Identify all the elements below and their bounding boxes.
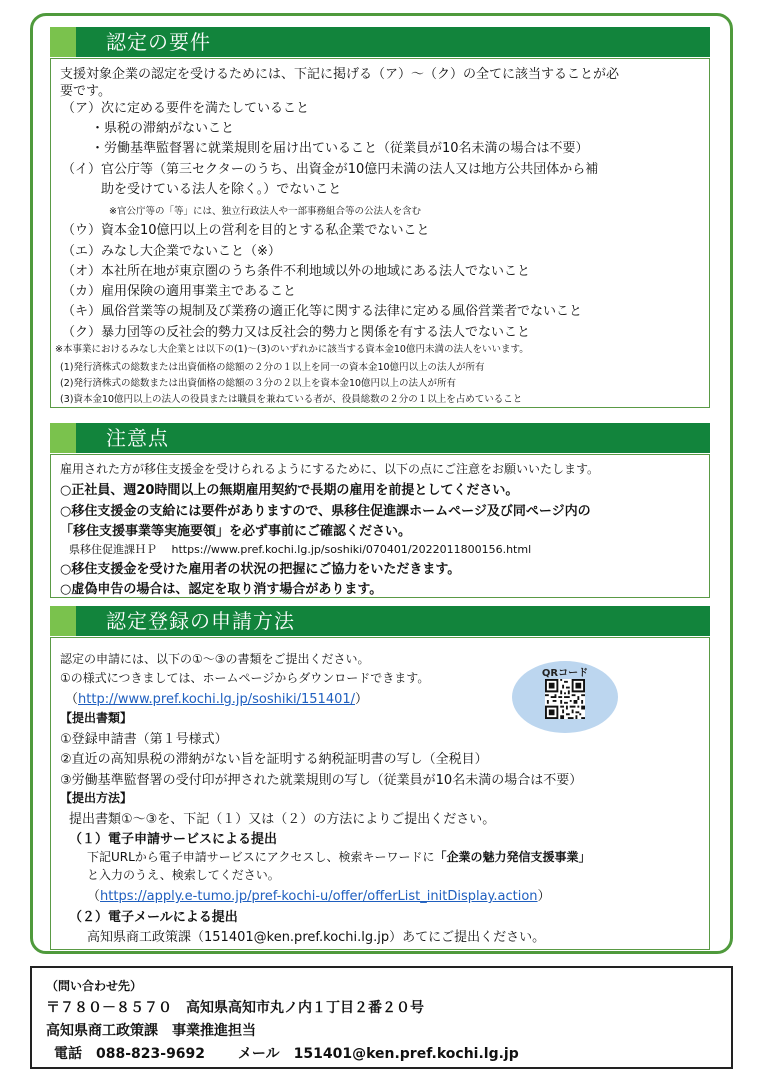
- req-i-cont: 助を受けている法人を除く。）でないこと: [101, 182, 342, 197]
- method-1-text: [87, 848, 590, 865]
- eapply-link[interactable]: https://apply.e-tumo.jp/pref-kochi-u/offer/offerList_initDisplay.action: [100, 889, 538, 904]
- method-1-text-cont: と入力のうえ、検索してください。: [87, 868, 280, 882]
- req-i-note: ※官公庁等の「等」には、独立行政法人や一部事務組合等の公法人を含む: [109, 206, 421, 217]
- note-false-report: ○虚偽申告の場合は、認定を取り消す場合があります。: [60, 582, 383, 597]
- contact-phone-mail: 電話 088-823-9692 メール 151401@ken.pref.kochi.lg.jp: [54, 1046, 519, 1062]
- form-url-line: [65, 688, 368, 707]
- minashi-note: ※本事業におけるみなし大企業とは以下の(1)～(3)のいずれかに該当する資本金10億円未満の法人をいいます。: [55, 344, 529, 355]
- req-a-sub1: ・県税の滞納がないこと: [91, 121, 235, 136]
- method-2-heading: （２）電子メールによる提出: [69, 910, 238, 925]
- contact-address: 〒７８０－８５７０ 高知県高知市丸ノ内１丁目２番２０号: [46, 1000, 424, 1016]
- minashi-3: (3)資本金10億円以上の法人の役員または職員を兼ねている者が、役員総数の２分の１以上を占めていること: [60, 394, 523, 405]
- req-o: （オ）本社所在地が東京圏のうち条件不利地域以外の地域にある法人でないこと: [62, 264, 531, 279]
- qr-label: QRコード: [541, 668, 589, 679]
- notes-title: 注意点: [106, 426, 169, 450]
- method-heading: 【提出方法】: [60, 791, 133, 805]
- paren-open: （: [87, 889, 101, 904]
- requirements-box: [50, 58, 710, 408]
- requirements-title: 認定の要件: [106, 30, 211, 54]
- contact-department: 高知県商工政策課 事業推進担当: [46, 1023, 256, 1039]
- header-accent-tab: [50, 606, 76, 636]
- requirements-header: [50, 27, 710, 57]
- header-accent-tab: [50, 423, 76, 453]
- minashi-1: (1)発行済株式の総数または出資価格の総額の２分の１以上を同一の資本金10億円以上の法人が所有: [60, 362, 485, 373]
- documents-heading: 【提出書類】: [60, 711, 133, 725]
- note-employment: ○正社員、週20時間以上の無期雇用契約で長期の雇用を前提としてください。: [60, 483, 519, 498]
- minashi-2: (2)発行済株式の総数または出資価格の総額の３分の２以上を資本金10億円以上の法人が所有: [60, 378, 457, 389]
- requirements-intro: 支援対象企業の認定を受けるためには、下記に掲げる（ア）～（ク）の全てに該当することが必: [60, 67, 620, 82]
- document-3: ③労働基準監督署の受付印が押された就業規則の写し（従業員が10名未満の場合は不要）: [60, 773, 583, 788]
- paren-close: ）: [355, 692, 369, 707]
- contact-heading: （問い合わせ先）: [46, 979, 143, 993]
- application-header: [50, 606, 710, 636]
- eapply-url-line: [87, 885, 551, 904]
- notes-header: [50, 423, 710, 453]
- req-ku: （ク）暴力団等の反社会的勢力又は反社会的勢力と関係を有する法人でないこと: [62, 325, 531, 340]
- note-hp-url[interactable]: 県移住促進課ＨＰ https://www.pref.kochi.lg.jp/soshiki/070401/2022011800156.html: [69, 543, 532, 556]
- document-1: ①登録申請書（第１号様式）: [60, 732, 228, 747]
- qr-code-icon[interactable]: [545, 679, 585, 719]
- requirements-intro-cont: 要です。: [60, 84, 111, 99]
- paren-close: ）: [537, 889, 551, 904]
- req-i: （イ）官公庁等（第三セクターのうち、出資金が10億円未満の法人又は地方公共団体から補: [62, 162, 599, 177]
- req-a-sub2: ・労働基準監督署に就業規則を届け出ていること（従業員が10名未満の場合は不要）: [91, 141, 589, 156]
- paren-open: （: [65, 692, 79, 707]
- note-cooperation: ○移住支援金を受けた雇用者の状況の把握にご協力をいただきます。: [60, 562, 461, 577]
- header-accent-tab: [50, 27, 76, 57]
- search-keyword: 「企業の魅力発信支援事業」: [434, 850, 591, 864]
- application-download: ①の様式につきましては、ホームページからダウンロードできます。: [60, 671, 430, 685]
- req-u: （ウ）資本金10億円以上の営利を目的とする私企業でないこと: [62, 223, 430, 238]
- application-intro: 認定の申請には、以下の①～③の書類をご提出ください。: [60, 652, 370, 666]
- method-2-text: 高知県商工政策課（151401@ken.pref.kochi.lg.jp）あてにご提出ください。: [87, 930, 546, 945]
- notes-intro: 雇用された方が移住支援金を受けられるようにするために、以下の点にご注意をお願いいたします。: [60, 462, 600, 476]
- method-1-instruction: 下記URLから電子申請サービスにアクセスし、検索キーワードに: [87, 850, 435, 864]
- req-ki: （キ）風俗営業等の規制及び業務の適正化等に関する法律に定める風俗営業者でないこと: [62, 304, 583, 319]
- contact-box: [30, 966, 733, 1069]
- notes-box: [50, 454, 710, 598]
- document-2: ②直近の高知県税の滞納がない旨を証明する納税証明書の写し（全税目）: [60, 752, 488, 767]
- application-title: 認定登録の申請方法: [106, 609, 295, 633]
- req-e: （エ）みなし大企業でないこと（※）: [62, 244, 281, 259]
- method-intro: 提出書類①～③を、下記（１）又は（２）の方法によりご提出ください。: [69, 812, 496, 827]
- qr-code-bubble: [512, 661, 618, 733]
- note-requirements: ○移住支援金の支給には要件がありますので、県移住促進課ホームページ及び同ページ内の: [60, 504, 591, 519]
- note-requirements-cont: 「移住支援事業等実施要領」を必ず事前にご確認ください。: [60, 524, 412, 539]
- req-a: （ア）次に定める要件を満たしていること: [62, 101, 310, 116]
- form-download-link[interactable]: http://www.pref.kochi.lg.jp/soshiki/151401/: [78, 692, 356, 707]
- method-1-heading: （１）電子申請サービスによる提出: [69, 832, 278, 847]
- req-ka: （カ）雇用保険の適用事業主であること: [62, 284, 297, 299]
